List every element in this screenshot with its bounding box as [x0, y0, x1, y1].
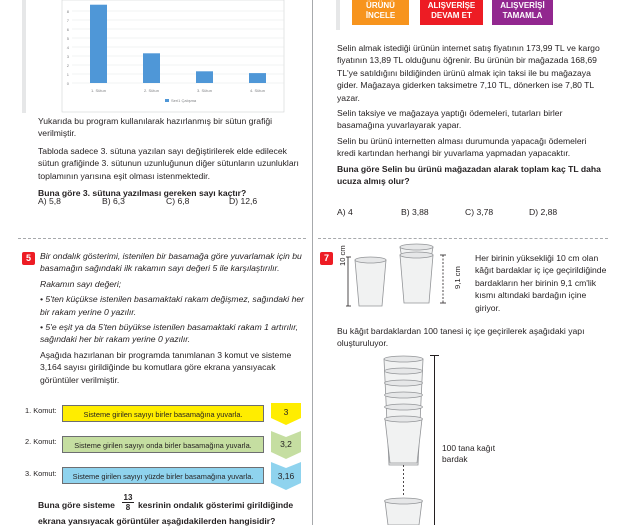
bar	[90, 5, 107, 83]
q4-option-b[interactable]: B) 6,3	[102, 196, 125, 206]
x-tick-label: 4. Sütun	[250, 88, 265, 93]
q5-separator	[18, 238, 306, 240]
q7-number-badge: 7	[320, 252, 333, 265]
q5-rule2: • 5'e eşit ya da 5'ten büyükse istenilen basamaktaki rakam 1 artırılır, sağındaki her bir rakam yerine 0 yazılır.	[40, 322, 299, 345]
column-chart	[60, 0, 286, 113]
q7-text: Her birinin yüksekliği 10 cm olan kâğıt bardaklar iç içe geçirildiğinde bardakların her birinin 9,1 cm'lik kısmı altındaki bardağın içine giriyor.	[475, 253, 607, 313]
stack-line-cap	[430, 355, 439, 356]
command2-box: Sisteme girilen sayıyı onda birler basamağına yuvarla.	[62, 436, 264, 453]
y-tick-label: 3	[66, 54, 69, 59]
single-cup-icon	[346, 254, 394, 310]
bar	[196, 71, 213, 83]
q4-option-d[interactable]: D) 12,6	[229, 196, 258, 206]
q6-option-c[interactable]: C) 3,78	[465, 207, 494, 217]
margin-bar	[22, 0, 26, 113]
x-tick-label: 1. Sütun	[91, 88, 106, 93]
y-tick-label: 2	[66, 63, 69, 68]
y-tick-label: 8	[66, 9, 69, 14]
q5-question-post: kesrinin ondalık gösterimi girildiğinde	[138, 500, 294, 510]
fraction-denominator: 8	[122, 502, 134, 512]
y-tick-label: 0	[66, 81, 69, 86]
command2-label: 2. Komut:	[25, 437, 57, 446]
q6-option-d[interactable]: D) 2,88	[529, 207, 558, 217]
y-tick-label: 1	[66, 72, 69, 77]
q7-text2: Bu kâğıt bardaklardan 100 tanesi iç içe geçirilerek aşağıdaki yapı oluşturuluyor.	[337, 326, 585, 349]
legend-label: Seri1 Çalışma	[171, 98, 197, 103]
q4-question: Buna göre 3. sütuna yazılması gereken sayı kaçtır?	[38, 188, 247, 199]
stack-height-line	[434, 355, 435, 525]
q5-rule-title: Rakamın sayı değeri;	[40, 278, 122, 289]
command3-box: Sisteme girilen sayıyı yüzde birler basamağına yuvarla.	[62, 467, 264, 484]
bar	[143, 53, 160, 83]
y-tick-label: 6	[66, 27, 69, 32]
q7-separator	[318, 238, 608, 240]
q5-rule1: • 5'ten küçükse istenilen basamaktaki rakam değişmez, sağındaki her bir rakam yerine 0 yazılır.	[40, 294, 305, 317]
q6-paragraph2: Selin taksiye ve mağazaya yaptığı ödemeleri, tutarları birler basamağına yuvarlayarak yapar.	[337, 108, 563, 131]
q6-option-b[interactable]: B) 3,88	[401, 207, 429, 217]
q6-paragraph1: Selin almak istediği ürünün internet satış fiyatının 173,99 TL ve kargo fiyatının 13,89 TL olduğunu öğrenir. Bu ürünün bir mağazada 168,69 TL'ye satıldığını bildiğinden ürünü almak için taksi ile bu mağazaya gider. Mağazaya giderken taksimetre 7,10 TL, dönerken ise 7,80 TL yazar.	[337, 43, 600, 103]
q4-option-a[interactable]: A) 5,8	[38, 196, 61, 206]
cup-stack-icon	[378, 355, 438, 525]
x-tick-label: 2. Sütun	[144, 88, 159, 93]
q5-question-line2: ekrana yansıyacak görüntüler aşağıdakilerden hangisidir?	[38, 516, 276, 526]
button-alisverisi-tamamla[interactable]: ALIŞVERİŞİ TAMAMLA	[492, 0, 553, 25]
fraction-numerator: 13	[123, 493, 133, 502]
y-tick-label: 4	[66, 45, 69, 50]
button-alisverise-devam-et[interactable]: ALIŞVERİŞE DEVAM ET	[420, 0, 483, 25]
command3-result: 3,16	[277, 471, 295, 481]
stack-label: 100 tana kağıt bardak	[442, 443, 496, 464]
stack-height-label: 9,1 cm	[453, 266, 462, 289]
button-urunu-incele[interactable]: ÜRÜNÜ İNCELE	[352, 0, 409, 25]
q5-text: Aşağıda hazırlanan bir programda tanımlanan 3 komut ve sisteme 3,164 sayısı girildiğinde bu komutlara göre ekrana yansıyacak görüntüler verilmiştir.	[40, 349, 292, 385]
q6-paragraph3: Selin bu ürünü internetten alması durumunda yapacağı ödemeleri kredi kartından herhangi bir yuvarlama yapmadan yapacaktır.	[337, 135, 587, 159]
q6-question: Buna göre Selin bu ürünü mağazadan alarak toplam kaç TL daha ucuza almış olur?	[337, 163, 601, 187]
q5-fraction	[122, 493, 134, 512]
y-tick-label: 5	[66, 36, 69, 41]
q6-margin-bar	[336, 0, 340, 30]
x-tick-label: 3. Sütun	[197, 88, 212, 93]
column-divider	[312, 0, 313, 525]
q5-number-badge: 5	[22, 252, 35, 265]
y-tick-label: 7	[66, 18, 69, 23]
q5-question-pre: Buna göre sisteme	[38, 500, 115, 510]
q5-intro: Bir ondalık gösterimi, istenilen bir basamağa göre yuvarlamak için bu basamağın sağındaki ilk rakamın sayı değeri 5 ile karşılaştırılır.	[40, 251, 302, 274]
q4-text1: Yukarıda bu program kullanılarak hazırlanmış bir sütun grafiği verilmiştir.	[38, 116, 273, 139]
q4-option-c[interactable]: C) 6,8	[166, 196, 190, 206]
bar	[249, 73, 266, 83]
q4-text2: Tabloda sadece 3. sütuna yazılan sayı değiştirilerek elde edilecek sütun grafiğinde 3. sütunun uzunluğunun diğer sütunların uzunlukları toplamının yarısına eşit olması istenmektedir.	[38, 145, 299, 181]
legend-swatch	[165, 99, 169, 102]
command3-label: 3. Komut:	[25, 469, 57, 478]
command1-result: 3	[283, 407, 289, 417]
nested-cups-icon	[396, 241, 460, 307]
command1-box: Sisteme girilen sayıyı birler basamağına yuvarla.	[62, 405, 264, 422]
cup-height-label: 10 cm	[338, 245, 347, 266]
command2-result: 3,2	[280, 439, 292, 449]
q6-option-a[interactable]: A) 4	[337, 207, 353, 217]
command1-label: 1. Komut:	[25, 406, 57, 415]
